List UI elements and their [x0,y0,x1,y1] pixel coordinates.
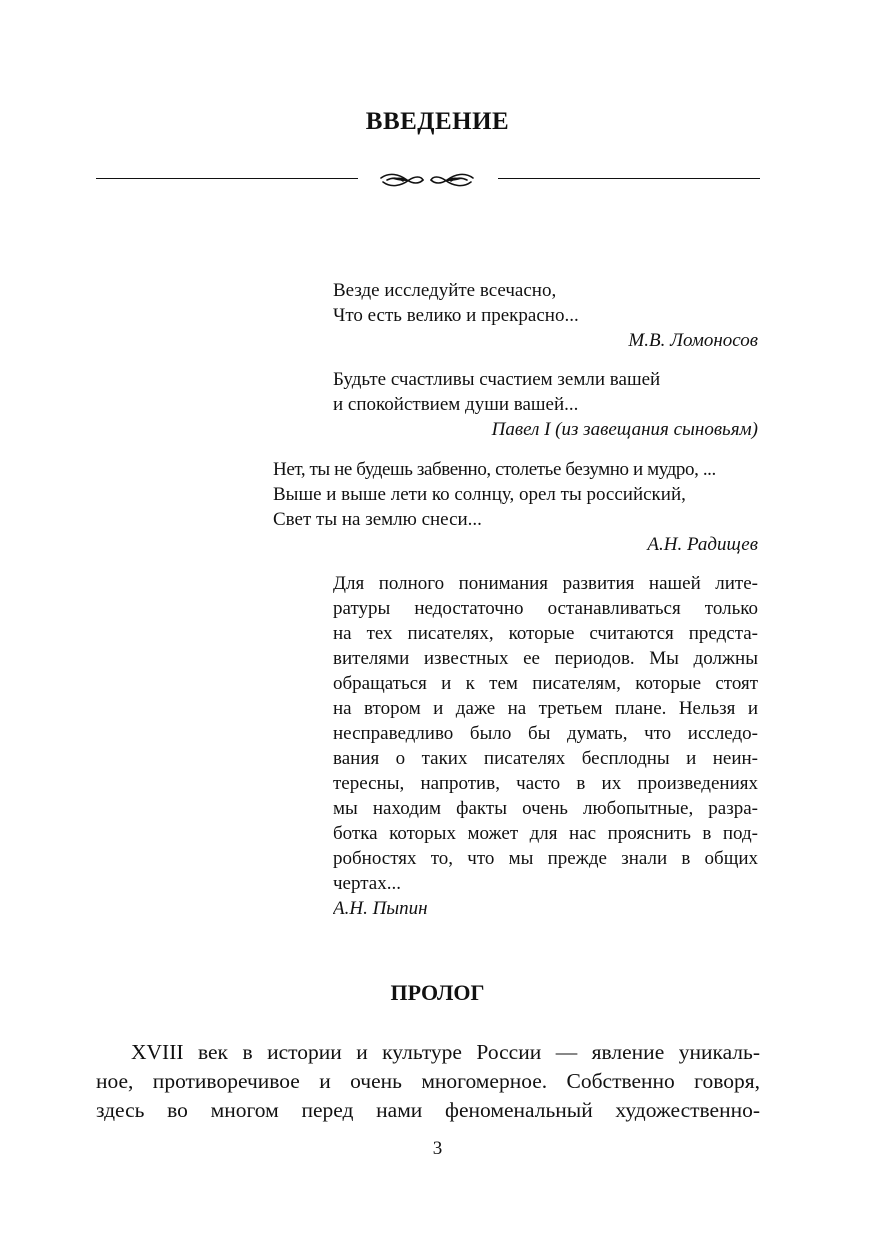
epigraph-author: А.Н. Пыпин [333,898,428,919]
divider-right [498,178,760,179]
epigraph-line: чертах... [333,873,401,894]
epigraph-line: Свет ты на землю снеси... [273,509,482,530]
epigraph-line: на тех писателях, которые считаются предста- [333,623,758,644]
epigraph-line: и спокойствием души вашей... [333,394,579,415]
divider-left [96,178,358,179]
epigraph-author: М.В. Ломоносов [628,330,758,351]
body-line: ное, противоречивое и очень многомерное. Собственно говоря, [96,1069,760,1093]
epigraph-radishchev [273,457,758,557]
section-heading: ПРОЛОГ [390,980,485,1005]
epigraph-lomonosov [333,278,758,353]
epigraph-line: тересны, напротив, часто в их произведениях [333,773,758,794]
epigraph-line: вителями известных ее периодов. Мы должны [333,648,758,669]
epigraph-line: робностях то, что мы прежде знали в общих [333,848,758,869]
epigraph-author: Павел I (из завещания сыновьям) [491,419,758,440]
epigraph-line: Для полного понимания развития нашей лите- [333,573,758,594]
epigraph-line: ботка которых может для нас прояснить в под- [333,823,758,844]
epigraph-line: Что есть велико и прекрасно... [333,305,579,326]
page-title: ВВЕДЕНИЕ [365,108,510,135]
epigraph-pypin [333,571,758,921]
epigraph-pavel [333,367,758,442]
epigraph-line: Будьте счастливы счастием земли вашей [333,369,661,390]
epigraph-author: А.Н. Радищев [647,534,758,555]
body-text [96,1038,760,1125]
epigraph-line: обращаться и к тем писателям, которые стоят [333,673,758,694]
epigraph-line: Нет, ты не будешь забвенно, столетье безумно и мудро, ... [273,459,716,480]
body-line: здесь во многом перед нами феноменальный художественно- [96,1098,760,1122]
epigraph-line: Везде исследуйте всечасно, [333,280,557,301]
epigraph-line: Выше и выше лети ко солнцу, орел ты российский, [273,484,686,505]
body-line: XVIII век в истории и культуре России — явление уникаль- [131,1040,760,1064]
epigraph-line: на втором и даже на третьем плане. Нельзя и [333,698,758,719]
epigraph-line: мы находим факты очень любопытные, разра- [333,798,758,819]
epigraph-line: вания о таких писателях бесплодны и неин- [333,748,758,769]
epigraph-line: ратуры недостаточно останавливаться только [333,598,758,619]
page-number: 3 [432,1138,443,1159]
epigraph-line: несправедливо было бы думать, что исследо- [333,723,758,744]
ornament-icon [379,168,475,192]
